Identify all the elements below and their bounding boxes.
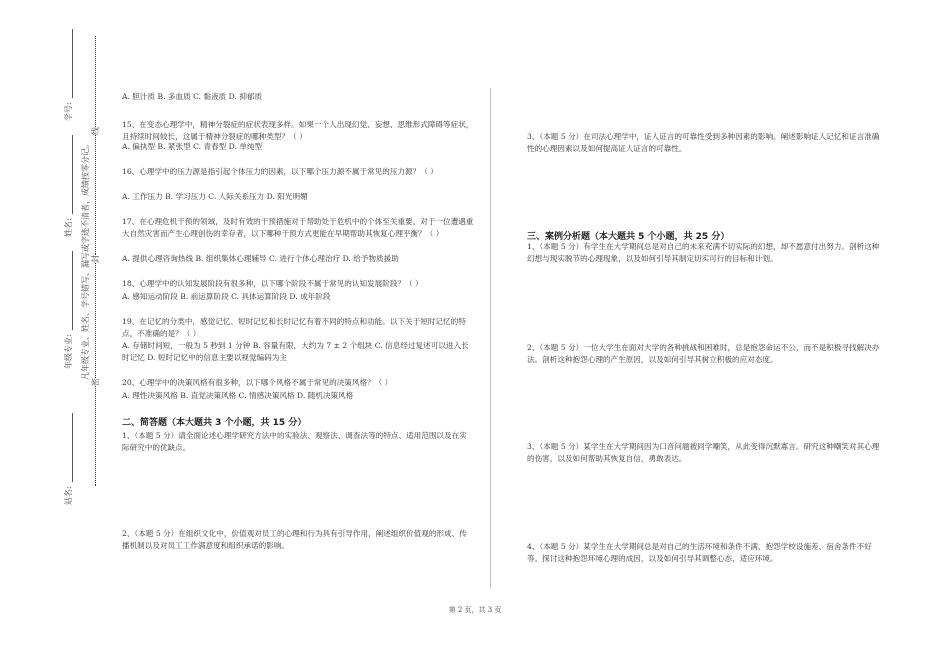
- student-info-line: [62, 25, 74, 505]
- case-question-1: 1、（本题 5 分）有学生在大学期间总是对自己的未来充满不切实际的幻想，却不愿意付出努力。剖析这种幻想与现实脱节的心理现象，以及如何引导其制定切实可行的目标和计划。: [527, 242, 880, 263]
- q15-options: A. 偏执型 B. 紧张型 C. 青春型 D. 单纯型: [122, 142, 263, 151]
- q16-options: A. 工作压力 B. 学习压力 C. 人际关系压力 D. 阳光明媚: [122, 192, 308, 201]
- case-question-3: 3、（本题 5 分）某学生在大学期间因为口音问题被同学嘲笑，从此变得沉默寡言。研究这种嘲笑对其心理的伤害，以及如何帮助其恢复自信，勇敢表达。: [527, 442, 880, 463]
- seal-char-feng: 封: [90, 255, 100, 263]
- grade-field[interactable]: [63, 251, 73, 330]
- grade-label: 年级专业:: [63, 334, 73, 369]
- column-divider: [490, 88, 491, 588]
- seal-line: [89, 36, 101, 486]
- seal-char-xian: 线: [90, 127, 100, 135]
- question-20: 20、心理学中的决策风格有很多种，以下哪个风格不属于常见的决策风格？（ ）: [122, 378, 393, 387]
- site-label: 站名:: [63, 486, 73, 505]
- page-number: 第 2 页，共 3 页: [448, 606, 502, 614]
- short-answer-2: 2、（本题 5 分）在组织文化中，价值观对员工的心理和行为具有引导作用，阐述组织价值观的形成、传播机制以及对员工工作满意度和组织承诺的影响。: [122, 529, 467, 550]
- question-15: 15、在变态心理学中，精神分裂症的症状表现多样。如果一个人出现幻觉、妄想、思维形式障碍等症状，且持续时间较长，这属于精神分裂症的哪种类型？（ ）: [122, 120, 474, 141]
- seal-char-mi: 密: [90, 378, 100, 386]
- name-field[interactable]: [63, 135, 73, 214]
- q19-options: A. 存储时间短，一般为 5 秒到 1 分钟 B. 容量有限，大约为 7 ± 2 个组块 C. 信息经过复述可以进入长时记忆 D. 短时记忆中的信息主要以视觉编码为主: [122, 341, 469, 362]
- id-field[interactable]: [63, 29, 73, 98]
- q14-options: A. 胆汁质 B. 多血质 C. 黏液质 D. 抑郁质: [122, 92, 263, 101]
- short-answer-1: 1、（本题 5 分）请全面论述心理学研究方法中的实验法、观察法、调查法等的特点、适用范围以及在实际研究中的优缺点。: [122, 431, 467, 452]
- question-19: 19、在记忆的分类中，感觉记忆、短时记忆和长时记忆有着不同的特点和功能。以下关于短时记忆的特点，不准确的是？（ ）: [122, 317, 466, 338]
- question-17: 17、在心理危机干预的领域，及时有效的干预措施对于帮助处于危机中的个体至关重要。对于一位遭遇重大自然灾害而产生心理创伤的幸存者，以下哪种干预方式更能在早期帮助其恢复心理平衡？（ ）: [122, 217, 474, 238]
- notice-text: 凡年级专业、姓名、学号错写、漏写或字迹不清者，成绩按零分记。: [80, 140, 90, 380]
- q17-options: A. 提供心理咨询热线 B. 组织集体心理辅导 C. 进行个体心理治疗 D. 给予物质援助: [122, 254, 399, 263]
- section-2-title: 二、简答题（本大题共 3 个小题，共 15 分）: [122, 418, 307, 428]
- id-label: 学号:: [63, 102, 73, 122]
- case-question-2: 2、（本题 5 分）一位大学生在面对大学的各种挑战和困难时，总是抱怨命运不公，而不是积极寻找解决办法。剖析这种抱怨心理的产生原因，以及如何引导其树立积极的应对态度。: [527, 343, 880, 364]
- question-16: 16、心理学中的压力源是指引起个体压力的因素，以下哪个压力源不属于常见的压力源？（ ）: [122, 167, 438, 176]
- short-answer-3: 3、（本题 5 分）在司法心理学中，证人证言的可靠性受到多种因素的影响。阐述影响证人记忆和证言准确性的心理因素以及如何提高证人证言的可靠性。: [527, 132, 880, 153]
- site-field[interactable]: [63, 413, 73, 482]
- question-18: 18、心理学中的认知发展阶段有很多种，以下哪个阶段不属于常见的认知发展阶段？（ ）: [122, 279, 423, 288]
- section-3-title: 三、案例分析题（本大题共 5 个小题，共 25 分）: [527, 232, 730, 242]
- q20-options: A. 理性决策风格 B. 直觉决策风格 C. 情感决策风格 D. 随机决策风格: [122, 391, 354, 400]
- case-question-4: 4、（本题 5 分）某学生在大学期间总是对自己的生活环境和条件不满，抱怨学校设施差、宿舍条件不好等。探讨这种抱怨环境心理的成因，以及如何引导其调整心态，适应环境。: [527, 542, 872, 563]
- q18-options: A. 感知运动阶段 B. 前运算阶段 C. 具体运算阶段 D. 成年阶段: [122, 292, 331, 301]
- name-label: 姓名:: [63, 218, 73, 237]
